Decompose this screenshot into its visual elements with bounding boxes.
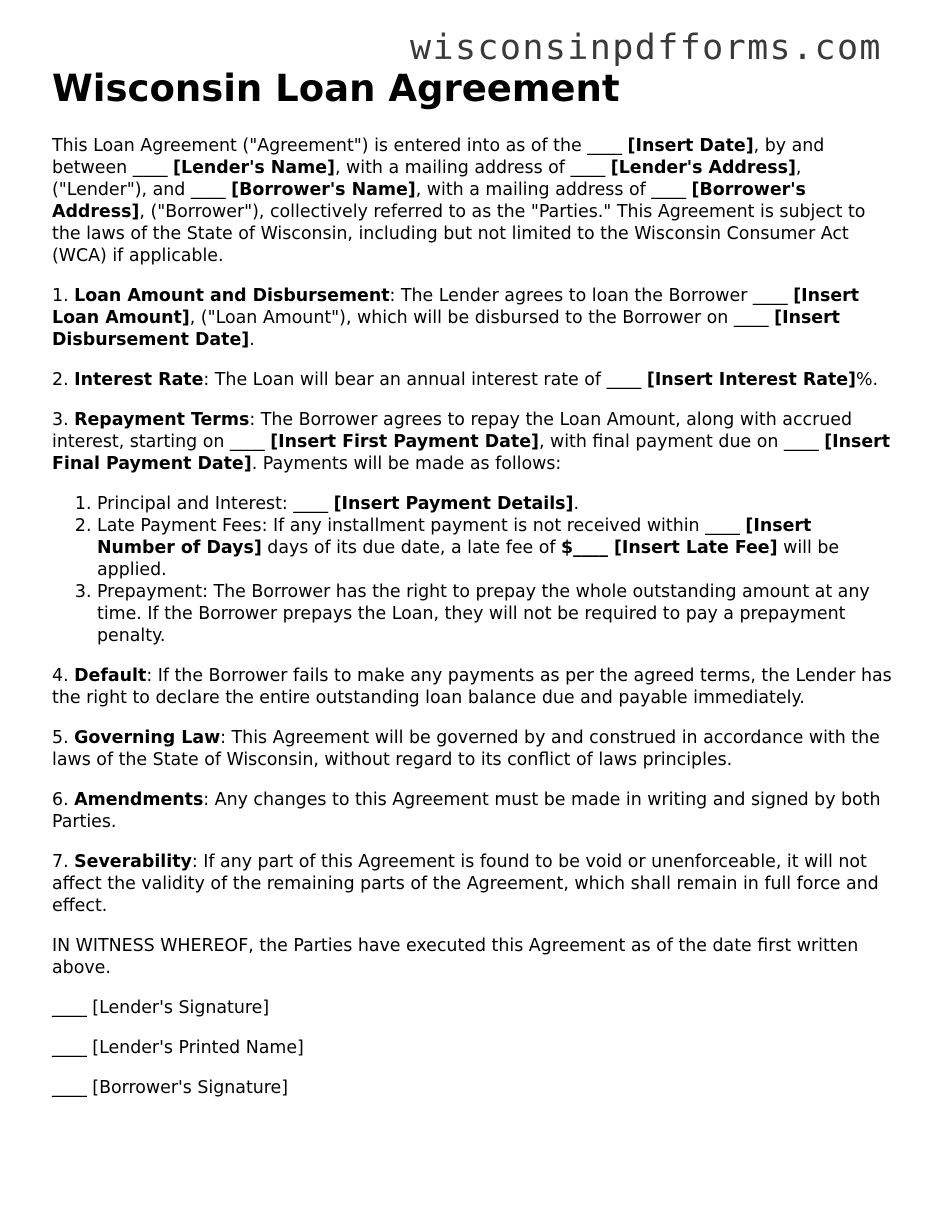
first-payment-date-placeholder: [Insert First Payment Date] (270, 432, 539, 452)
site-watermark: wisconsinpdfforms.com (410, 28, 882, 68)
document-title: Wisconsin Loan Agreement (52, 67, 620, 110)
section-heading: Amendments (74, 790, 204, 810)
list-item-late-fees: 2. Late Payment Fees: If any installment payment is not received within ____ [Insert Number of Days] days of its due date, a late fee of $____ [Insert Late Fee] will be applied. (97, 515, 892, 581)
section-interest-rate: 2. Interest Rate: The Loan will bear an annual interest rate of ____ [Insert Interest Rate]%. (52, 370, 879, 390)
lender-name-placeholder: [Lender's Name] (173, 158, 335, 178)
loan-amount-placeholder: [Insert Loan Amount] (52, 286, 860, 328)
borrower-address-placeholder: [Borrower's Address] (52, 180, 806, 222)
section-heading: Governing Law (74, 728, 221, 748)
document-body (52, 66, 892, 1117)
section-governing-law: 5. Governing Law: This Agreement will be governed by and construed in accordance with the laws of the State of Wisconsin, without regard to its conflict of laws principles. (52, 728, 880, 770)
witness-paragraph: IN WITNESS WHEREOF, the Parties have executed this Agreement as of the date first written above. (52, 936, 859, 978)
section-default: 4. Default: If the Borrower fails to make any payments as per the agreed terms, the Lender has the right to declare the entire outstanding loan balance due and payable immediately. (52, 666, 892, 708)
lender-printed-name-line: ____ [Lender's Printed Name] (52, 1038, 304, 1058)
section-amendments: 6. Amendments: Any changes to this Agreement must be made in writing and signed by both Parties. (52, 790, 881, 832)
disbursement-date-placeholder: [Insert Disbursement Date] (52, 308, 840, 350)
date-placeholder: [Insert Date] (627, 136, 754, 156)
lender-address-placeholder: [Lender's Address] (610, 158, 796, 178)
list-item-prepayment: 3. Prepayment: The Borrower has the right to prepay the whole outstanding amount at any time. If the Borrower prepays the Loan, they will not be required to pay a prepayment penalty. (97, 581, 892, 647)
late-fee-placeholder: $____ [Insert Late Fee] (561, 538, 778, 558)
section-severability: 7. Severability: If any part of this Agreement is found to be void or unenforceable, it will not affect the validity of the remaining parts of the Agreement, which shall remain in full force and effect. (52, 852, 879, 916)
borrower-signature-line: ____ [Borrower's Signature] (52, 1078, 289, 1098)
section-heading: Default (74, 666, 147, 686)
section-heading: Severability (74, 852, 192, 872)
intro-paragraph: This Loan Agreement ("Agreement") is entered into as of the ____ [Insert Date], by and between ____ [Lender's Name], with a mailing address of ____ [Lender's Address], ("Lender"), and ____ [Borrower's Name], with a mailing address of ____ [Borrower's Address], ("Borrower"), collectively referred to as the "Parties." This Agreement is subject to the laws of the State of Wisconsin, including but not limited to the Wisconsin Consumer Act (WCA) if applicable. (52, 136, 866, 266)
section-repayment-terms: 3. Repayment Terms: The Borrower agrees to repay the Loan Amount, along with accrued interest, starting on ____ [Insert First Payment Date], with final payment due on ____ [Insert Final Payment Date]. Payments will be made as follows: (52, 410, 891, 474)
section-heading: Loan Amount and Disbursement (74, 286, 390, 306)
section-heading: Repayment Terms (74, 410, 250, 430)
final-payment-date-placeholder: [Insert Final Payment Date] (52, 432, 891, 474)
repayment-terms-list (52, 493, 892, 647)
lender-signature-line: ____ [Lender's Signature] (52, 998, 270, 1018)
interest-rate-placeholder: [Insert Interest Rate] (646, 370, 856, 390)
borrower-name-placeholder: [Borrower's Name] (231, 180, 416, 200)
section-heading: Interest Rate (74, 370, 204, 390)
list-item-principal-interest: 1. Principal and Interest: ____ [Insert Payment Details]. (97, 493, 892, 515)
payment-details-placeholder: [Insert Payment Details] (333, 494, 574, 514)
number-of-days-placeholder: [Insert Number of Days] (97, 516, 812, 558)
section-loan-amount: 1. Loan Amount and Disbursement: The Lender agrees to loan the Borrower ____ [Insert Loan Amount], ("Loan Amount"), which will be disbursed to the Borrower on ____ [Insert Disbursement Date]. (52, 286, 860, 350)
